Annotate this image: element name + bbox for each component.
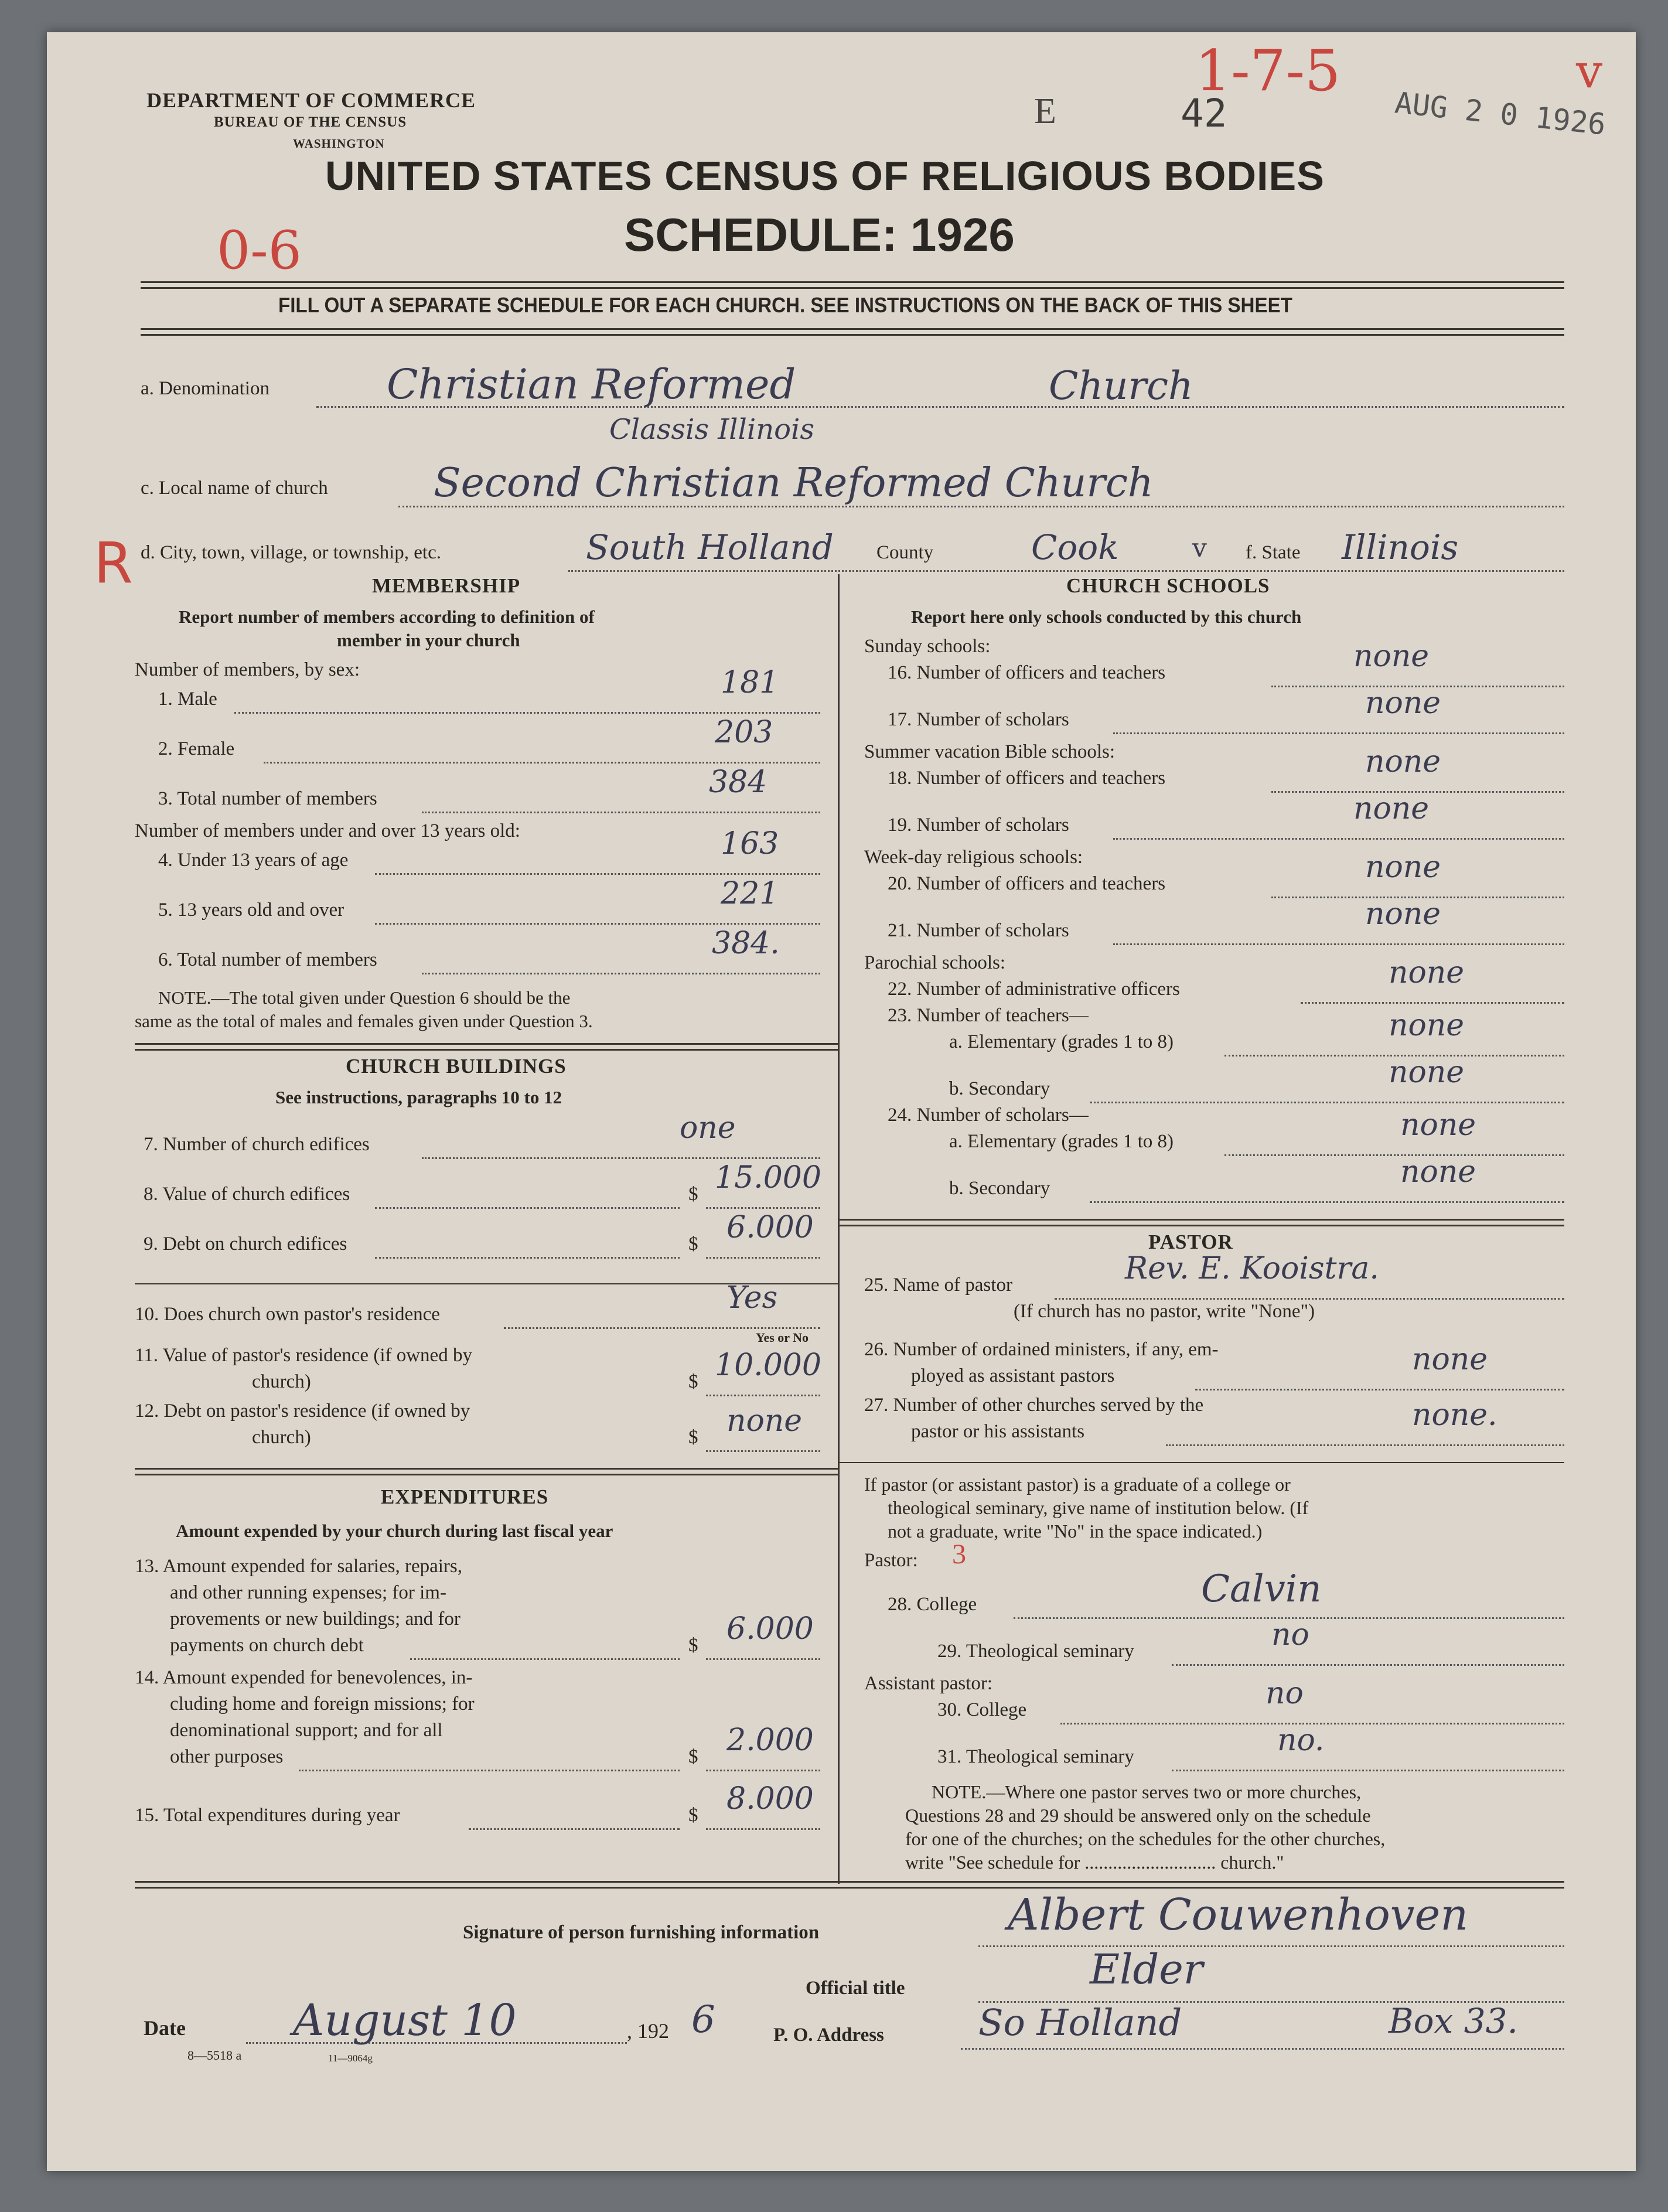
q10-label: 10. Does church own pastor's residence — [135, 1304, 440, 1325]
buildings-sub: See instructions, paragraphs 10 to 12 — [275, 1087, 562, 1107]
q8-dollar: $ — [688, 1184, 698, 1205]
q3-label: 3. Total number of members — [158, 788, 377, 809]
q4-label: 4. Under 13 years of age — [158, 850, 349, 871]
membership-note-2: same as the total of males and females given under Question 3. — [135, 1011, 593, 1031]
state-value[interactable]: Illinois — [1342, 527, 1459, 567]
q16-value[interactable]: none — [1353, 639, 1430, 674]
official-title-label: Official title — [806, 1978, 905, 1999]
q29-label: 29. Theological seminary — [937, 1641, 1134, 1662]
q11-dollar: $ — [688, 1371, 698, 1392]
q25-label: 25. Name of pastor — [864, 1274, 1012, 1296]
q6-label: 6. Total number of members — [158, 949, 377, 970]
instruction-banner: FILL OUT A SEPARATE SCHEDULE FOR EACH CHURCH. SEE INSTRUCTIONS ON THE BACK OF THIS SHEET — [278, 293, 1292, 317]
q22-value[interactable]: none — [1389, 955, 1465, 990]
po-address-value[interactable]: So Holland — [978, 2001, 1182, 2044]
q14-line-4: other purposes — [170, 1746, 284, 1767]
membership-heading: MEMBERSHIP — [372, 574, 521, 597]
signature-label: Signature of person furnishing information — [463, 1922, 820, 1943]
q7-label: 7. Number of church edifices — [144, 1134, 370, 1155]
q12-label-2: church) — [252, 1427, 311, 1448]
q15-label: 15. Total expenditures during year — [135, 1805, 400, 1826]
year-value[interactable]: 6 — [691, 1998, 715, 2041]
weekday-schools-label: Week-day religious schools: — [864, 847, 1083, 868]
form-title: UNITED STATES CENSUS OF RELIGIOUS BODIES — [325, 153, 1325, 199]
q19-value[interactable]: none — [1353, 791, 1430, 826]
q11-label-2: church) — [252, 1371, 311, 1392]
pastor-label: Pastor: — [864, 1550, 918, 1571]
local-name-value[interactable]: Second Christian Reformed Church — [434, 460, 1154, 506]
state-label: f. State — [1242, 542, 1304, 564]
schools-sub: Report here only schools conducted by this church — [911, 606, 1302, 627]
pastor-heading: PASTOR — [1148, 1231, 1233, 1253]
county-label: County — [873, 542, 937, 564]
q22-label: 22. Number of administrative officers — [888, 979, 1180, 1000]
q8-label: 8. Value of church edifices — [144, 1184, 350, 1205]
membership-note-1: NOTE.—The total given under Question 6 should be the — [158, 987, 571, 1008]
q29-seminary-value[interactable]: no — [1271, 1617, 1309, 1652]
date-received-stamp: AUG 2 0 1926 — [1393, 86, 1608, 142]
q11-value[interactable]: 10.000 — [715, 1348, 821, 1383]
q13-line-4: payments on church debt — [170, 1635, 364, 1656]
q13-value[interactable]: 6.000 — [726, 1611, 814, 1647]
q26-line-1: 26. Number of ordained ministers, if any, em- — [864, 1339, 1219, 1360]
po-address-label: P. O. Address — [773, 2024, 884, 2046]
local-name-label: c. Local name of church — [141, 478, 328, 499]
department-label: DEPARTMENT OF COMMERCE — [146, 88, 476, 112]
parochial-schools-label: Parochial schools: — [864, 952, 1006, 973]
q20-value[interactable]: none — [1365, 850, 1441, 885]
members-by-sex-label: Number of members, by sex: — [135, 659, 360, 680]
q28-college-value[interactable]: Calvin — [1201, 1567, 1322, 1611]
q21-value[interactable]: none — [1365, 897, 1441, 932]
q10-value[interactable]: Yes — [726, 1280, 778, 1315]
q24b-value[interactable]: none — [1400, 1154, 1476, 1189]
q18-value[interactable]: none — [1365, 744, 1441, 779]
expenditures-heading: EXPENDITURES — [381, 1485, 549, 1508]
top-check-mark: v — [1576, 44, 1603, 98]
county-check-mark: v — [1192, 533, 1207, 563]
q14-line-2: cluding home and foreign missions; for — [170, 1693, 475, 1715]
q18-label: 18. Number of officers and teachers — [888, 768, 1166, 789]
q19-label: 19. Number of scholars — [888, 814, 1069, 836]
q27-value[interactable]: none. — [1412, 1398, 1498, 1433]
q23b-value[interactable]: none — [1389, 1055, 1465, 1090]
denomination-label: a. Denomination — [141, 378, 270, 399]
q10-hint: Yes or No — [756, 1330, 809, 1345]
q9-dollar: $ — [688, 1233, 698, 1255]
print-number: 11—9064g — [328, 2053, 373, 2064]
q8-value[interactable]: 15.000 — [715, 1160, 821, 1195]
denomination-sub-note: Classis Illinois — [609, 413, 815, 446]
q16-label: 16. Number of officers and teachers — [888, 662, 1166, 683]
q24a-label: a. Elementary (grades 1 to 8) — [949, 1131, 1174, 1152]
pastor-red-mark: 3 — [952, 1539, 966, 1570]
q15-dollar: $ — [688, 1805, 698, 1826]
schedule-title: SCHEDULE: 1926 — [624, 209, 1015, 261]
pastor-note-1: NOTE.—Where one pastor serves two or more churches, — [932, 1781, 1362, 1802]
q9-label: 9. Debt on church edifices — [144, 1233, 347, 1255]
expenditures-sub: Amount expended by your church during last fiscal year — [176, 1521, 613, 1541]
stamp-letter: E — [1034, 91, 1056, 131]
pastor-note-2: Questions 28 and 29 should be answered only on the schedule — [905, 1805, 1371, 1826]
membership-intro-1: Report number of members according to definition of — [179, 606, 595, 627]
q5-label: 5. 13 years old and over — [158, 899, 344, 921]
date-label: Date — [144, 2016, 186, 2040]
grad-note-3: not a graduate, write "No" in the space indicated.) — [888, 1521, 1263, 1542]
q28-label: 28. College — [888, 1594, 977, 1615]
year-prefix: , 192 — [627, 2019, 669, 2043]
grad-note-2: theological seminary, give name of institution below. (If — [888, 1497, 1309, 1518]
q21-label: 21. Number of scholars — [888, 920, 1069, 941]
q30-label: 30. College — [937, 1699, 1027, 1720]
left-code-mark: 0-6 — [217, 220, 302, 281]
q17-value[interactable]: none — [1365, 686, 1441, 721]
q13-line-3: provements or new buildings; and for — [170, 1608, 461, 1630]
q31-seminary-value[interactable]: no. — [1277, 1723, 1325, 1758]
q24a-value[interactable]: none — [1400, 1107, 1476, 1143]
grad-note-1: If pastor (or assistant pastor) is a graduate of a college or — [864, 1474, 1291, 1495]
pastor-note-4: write "See schedule for ............................ church." — [905, 1852, 1284, 1873]
membership-intro-2: member in your church — [337, 630, 520, 650]
q6-total-value[interactable]: 384. — [712, 926, 780, 961]
pastor-note-3: for one of the churches; on the schedules for the other churches, — [905, 1828, 1386, 1849]
q5-over13-value[interactable]: 221 — [721, 876, 779, 911]
q4-under13-value[interactable]: 163 — [721, 826, 779, 861]
q15-value[interactable]: 8.000 — [726, 1781, 814, 1816]
county-value[interactable]: Cook — [1031, 527, 1119, 567]
q12-value[interactable]: none — [726, 1403, 803, 1439]
q23-label: 23. Number of teachers— — [888, 1005, 1089, 1026]
q7-value[interactable]: one — [680, 1110, 736, 1146]
q11-label-1: 11. Value of pastor's residence (if owned by — [135, 1345, 472, 1366]
schools-heading: CHURCH SCHOOLS — [1066, 574, 1270, 597]
city-label: WASHINGTON — [293, 137, 385, 151]
q1-label: 1. Male — [158, 689, 217, 710]
q27-line-2: pastor or his assistants — [911, 1421, 1085, 1442]
q2-label: 2. Female — [158, 738, 235, 759]
form-number: 8—5518 a — [187, 2048, 242, 2063]
q23a-value[interactable]: none — [1389, 1008, 1465, 1043]
q24-label: 24. Number of scholars— — [888, 1105, 1089, 1126]
q17-label: 17. Number of scholars — [888, 709, 1069, 730]
q1-male-value[interactable]: 181 — [721, 665, 779, 700]
summer-schools-label: Summer vacation Bible schools: — [864, 741, 1116, 762]
denomination-value[interactable]: Christian Reformed — [387, 360, 796, 408]
q23a-label: a. Elementary (grades 1 to 8) — [949, 1031, 1174, 1052]
q23b-label: b. Secondary — [949, 1078, 1050, 1099]
city-value[interactable]: South Holland — [586, 527, 834, 567]
q13-line-1: 13. Amount expended for salaries, repairs, — [135, 1556, 463, 1577]
q14-line-3: denominational support; and for all — [170, 1720, 443, 1741]
denomination-red-note: Church — [1049, 363, 1193, 408]
q3-total-value[interactable]: 384 — [709, 765, 768, 800]
members-by-age-label: Number of members under and over 13 years old: — [135, 820, 520, 841]
sunday-schools-label: Sunday schools: — [864, 636, 991, 657]
assistant-pastor-label: Assistant pastor: — [864, 1673, 993, 1694]
q14-line-1: 14. Amount expended for benevolences, in- — [135, 1667, 473, 1688]
date-value[interactable]: August 10 — [293, 1995, 517, 2046]
q13-line-2: and other running expenses; for im- — [170, 1582, 446, 1603]
q24b-label: b. Secondary — [949, 1178, 1050, 1199]
q31-label: 31. Theological seminary — [937, 1746, 1134, 1767]
official-title-value[interactable]: Elder — [1090, 1945, 1203, 1993]
buildings-heading: CHURCH BUILDINGS — [346, 1055, 567, 1078]
q13-dollar: $ — [688, 1635, 698, 1656]
stamp-number: 42 — [1181, 91, 1227, 136]
q12-dollar: $ — [688, 1427, 698, 1448]
q27-line-1: 27. Number of other churches served by the — [864, 1395, 1204, 1416]
r-mark: R — [94, 530, 133, 596]
po-box-value[interactable]: Box 33. — [1389, 2001, 1518, 2041]
top-mark: 1-7-5 — [1195, 38, 1341, 104]
census-schedule-sheet — [47, 32, 1636, 2171]
q25-pastor-name[interactable]: Rev. E. Kooistra. — [1125, 1251, 1379, 1286]
q2-female-value[interactable]: 203 — [715, 715, 773, 750]
q20-label: 20. Number of officers and teachers — [888, 873, 1166, 894]
q25-hint: (If church has no pastor, write "None") — [1014, 1301, 1315, 1322]
signature-value[interactable]: Albert Couwenhoven — [1008, 1890, 1468, 1940]
q12-label-1: 12. Debt on pastor's residence (if owned by — [135, 1400, 470, 1422]
q26-value[interactable]: none — [1412, 1342, 1488, 1377]
q14-dollar: $ — [688, 1746, 698, 1767]
bureau-label: BUREAU OF THE CENSUS — [214, 114, 407, 130]
q14-value[interactable]: 2.000 — [726, 1723, 814, 1758]
q9-value[interactable]: 6.000 — [726, 1210, 814, 1245]
q26-line-2: ployed as assistant pastors — [911, 1365, 1115, 1386]
q30-college-value[interactable]: no — [1266, 1676, 1304, 1711]
city-label-field: d. City, town, village, or township, etc. — [141, 542, 441, 563]
